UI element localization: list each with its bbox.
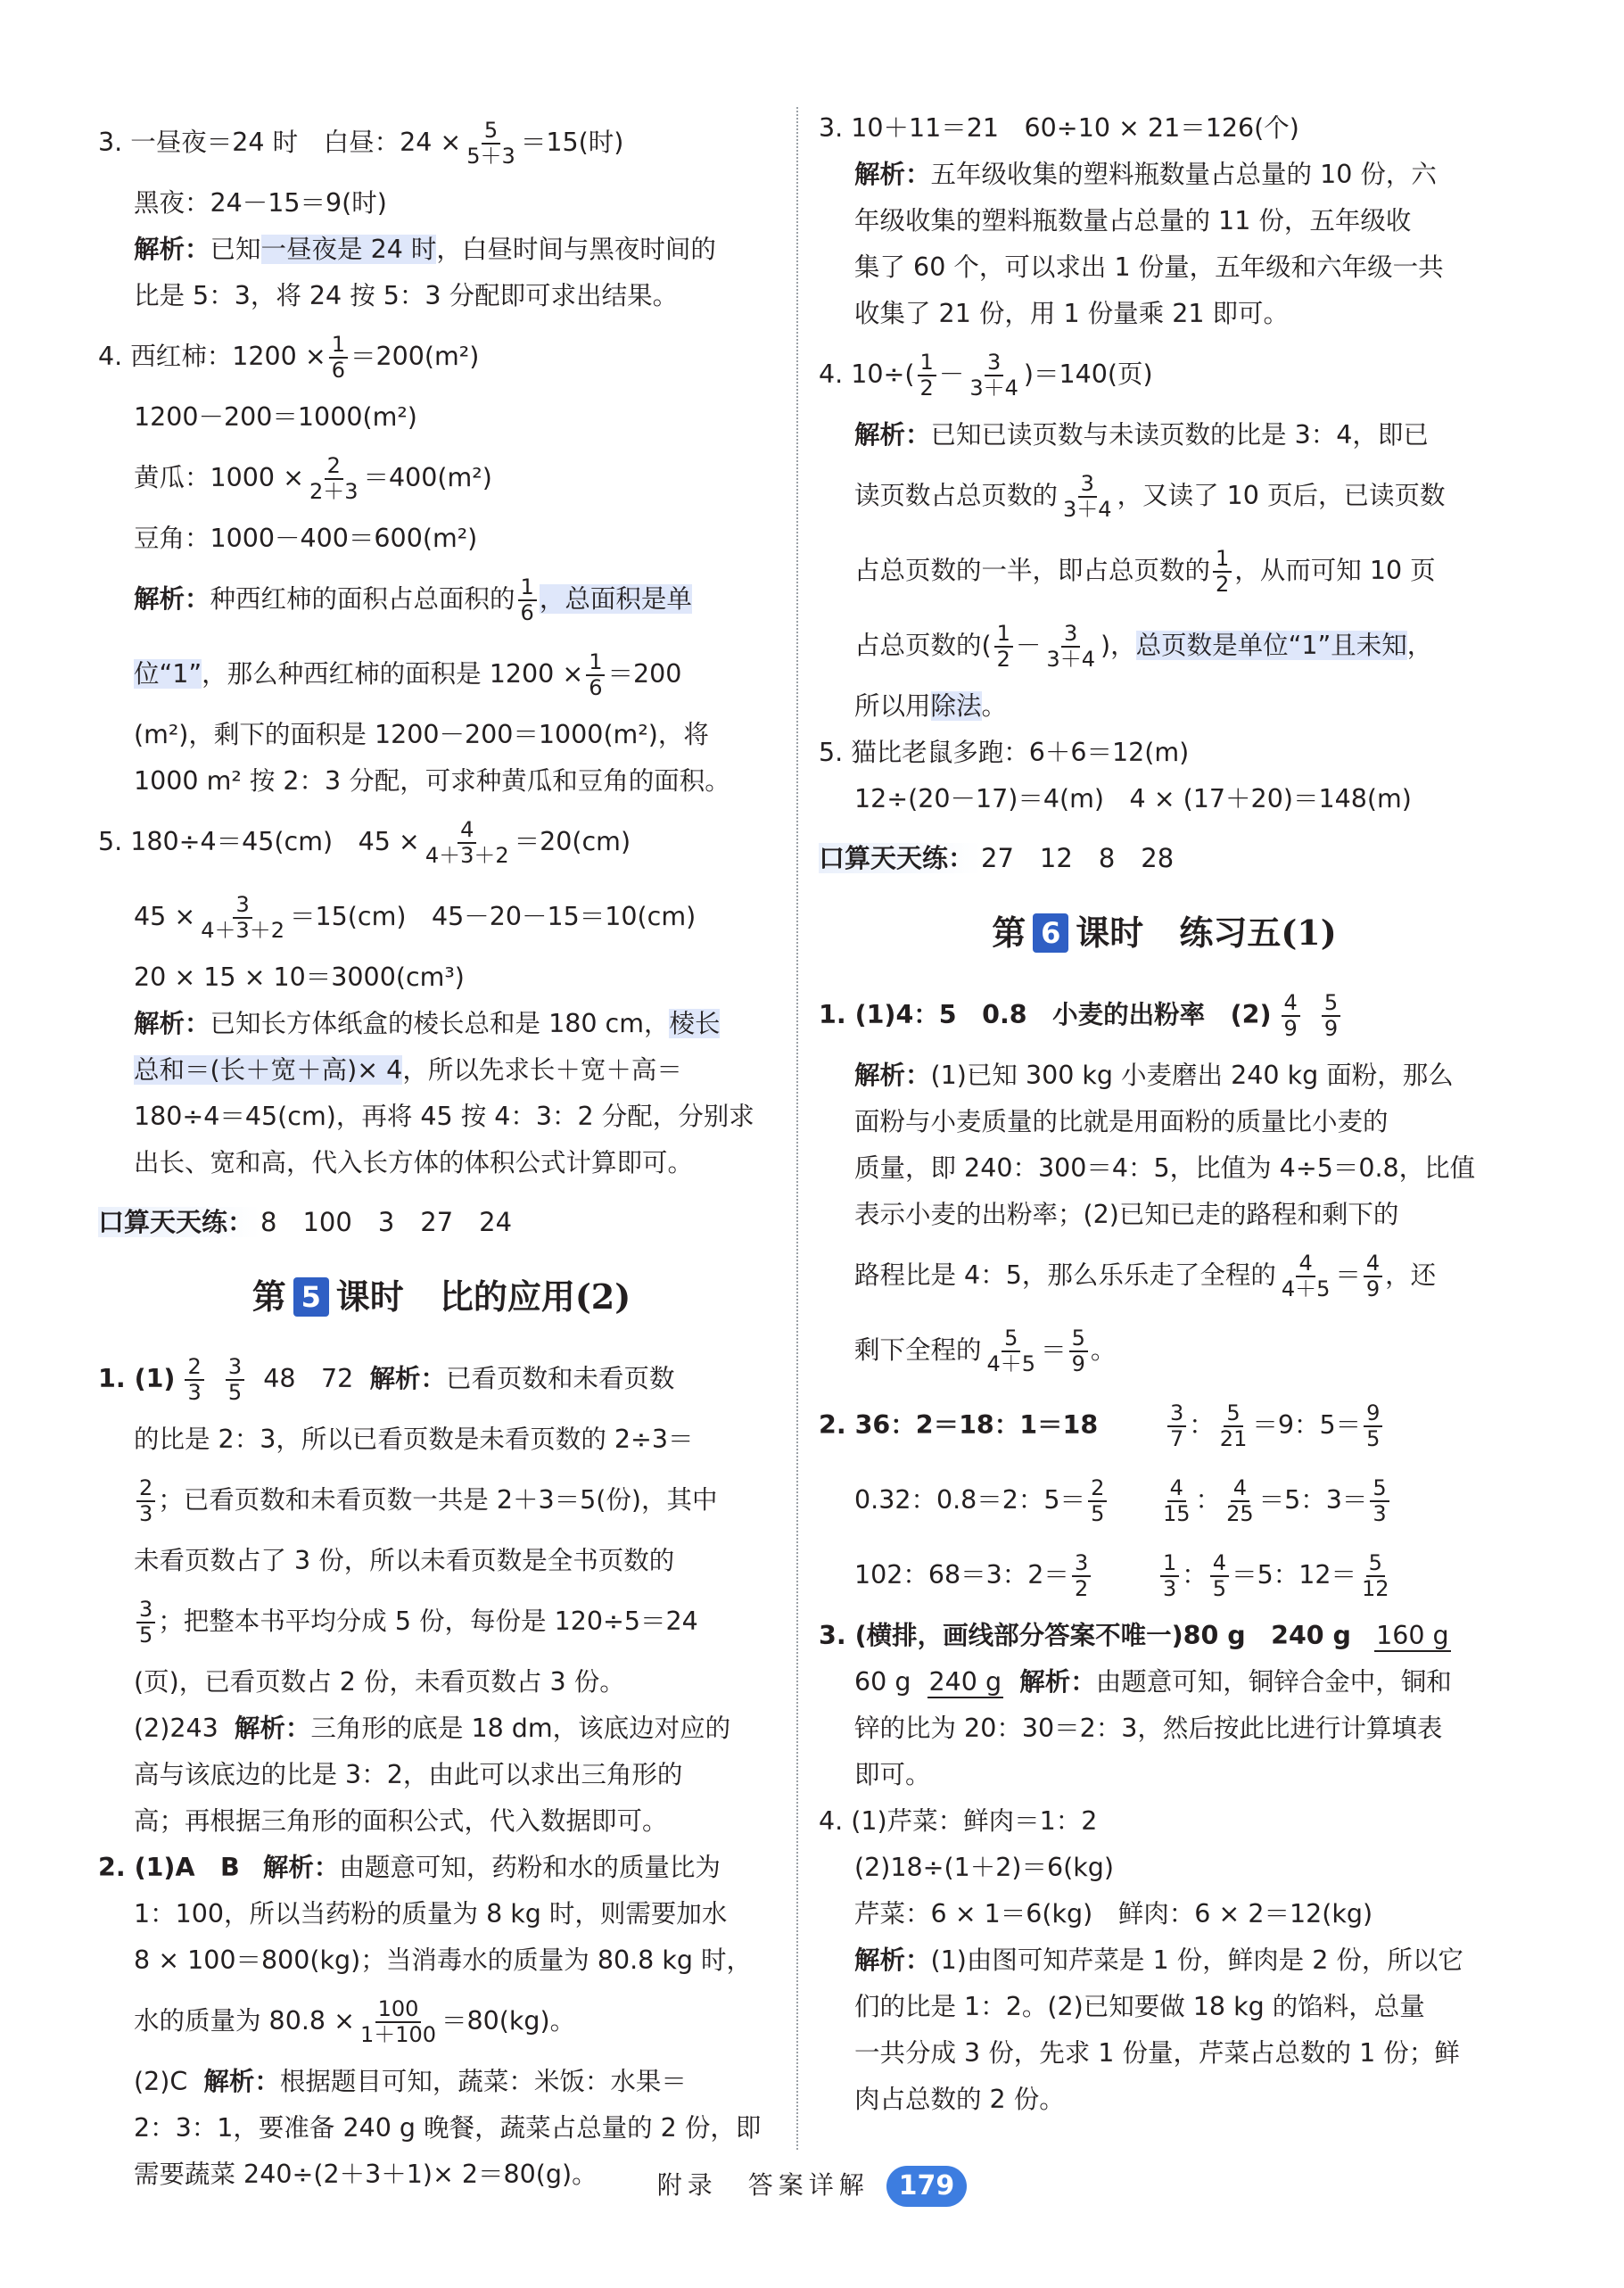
fraction: $\frac{9}{5}$ bbox=[1364, 1401, 1382, 1451]
fraction: $\frac{5}{9}$ bbox=[1069, 1326, 1088, 1376]
fraction: $\frac{5}{9}$ bbox=[1322, 991, 1340, 1041]
right-column bbox=[819, 105, 1510, 2123]
lesson6-q2: 2. 36：2＝18：1＝18 $\frac{3}{7}$ ： $\frac{5}{21}$ ＝9：5＝ $\frac{9}{5}$ 0.32：0.8＝2：5＝ $\frac{2}{5}$ $\frac{4}{15}$ ： $\frac{4}{25}$ ＝5：3＝ $\frac{5}{3}$ 102：68＝3：2＝ $\frac{3}{2}$ $\frac{1}{3}$ ： $\frac{4}{5}$ ＝5：12＝ $\frac{5}{12}$ bbox=[819, 1388, 1510, 1613]
fraction: $\frac{4}{9}$ bbox=[1282, 991, 1300, 1041]
answer-r-q3: 3. 10＋11＝21 60÷10 × 21＝126(个) 解析：五年级收集的塑料瓶数量占总量的 10 份，六 年级收集的塑料瓶数量占总量的 11 份，五年级收 集了 60 个，可以求出 1 份量，五年级和六年级一共 收集了 21 份，用 1 份量乘 21 即可。 bbox=[819, 113, 1444, 328]
fraction: $\frac{3}{5}$ bbox=[136, 1598, 155, 1648]
analysis-label: 解析： bbox=[134, 235, 210, 264]
answer-r-q4: 4. 10÷( $\frac{1}{2}$ － $\frac{3}{3+4}$ )＝140(页) 解析：已知已读页数与未读页数的比是 3：4，即已 读页数占总页数的 $\frac{3}{3+4}$ ，又读了 10 页后，已读页数 占总页数的一半，即占总页数的 $\frac{1}{2}$ ，从而可知 10 页 占总页数的( $\frac{1}{2}$ － $\frac{3}{3+4}$ )，总页数是单位“1”且未知， 所以用除法。 bbox=[819, 350, 1446, 721]
fraction: $\frac{100}{1+100}$ bbox=[359, 1996, 437, 2047]
fraction: $\frac{3}{3+4}$ bbox=[969, 350, 1018, 401]
fraction: $\frac{3}{7}$ bbox=[1167, 1401, 1186, 1451]
highlight: ，总面积是单 bbox=[539, 584, 692, 614]
fraction: $\frac{2}{5}$ bbox=[1088, 1476, 1107, 1526]
fraction: $\frac{1}{2}$ bbox=[1213, 547, 1232, 597]
page-footer bbox=[0, 2159, 1624, 2212]
highlight: 棱长 bbox=[669, 1009, 721, 1038]
lesson6-q3: 3. (横排，画线部分答案不唯一)80 g 240 g 160 g 60 g 240 g 解析：由题意可知，铜锌合金中，铜和 锌的比为 20：30＝2：3，然后按此比进行计算填表 即可。 bbox=[819, 1621, 1452, 1789]
mental-math-practice: 口算天天练： 27 12 8 28 bbox=[819, 843, 1175, 873]
highlight: 一昼夜是 24 时 bbox=[260, 235, 437, 264]
fraction: $\frac{2}{2+3}$ bbox=[309, 453, 359, 504]
lesson-number-badge: 5 bbox=[293, 1277, 329, 1317]
fraction: $\frac{5}{4+5}$ bbox=[986, 1326, 1036, 1376]
fraction: $\frac{2}{3}$ bbox=[185, 1355, 203, 1405]
highlight: 除法 bbox=[930, 691, 982, 721]
fraction: $\frac{5}{21}$ bbox=[1219, 1400, 1248, 1451]
fraction: $\frac{3}{3+4}$ bbox=[1046, 621, 1095, 672]
left-column bbox=[98, 105, 785, 2198]
fraction: $\frac{3}{4+3+2}$ bbox=[201, 892, 285, 943]
fraction: $\frac{4}{15}$ bbox=[1163, 1475, 1191, 1526]
mental-math-practice: 口算天天练： 8 100 3 27 24 bbox=[98, 1207, 513, 1237]
answer-r-q5: 5. 猫比老鼠多跑：6＋6＝12(m) 12÷(20－17)＝4(m) 4 × (17＋20)＝148(m) bbox=[819, 738, 1412, 814]
lesson5-q2: 2. (1)A B 解析：由题意可知，药粉和水的质量比为 1：100，所以当药粉的质量为 8 kg 时，则需要加水 8 × 100＝800(kg)；当消毒水的质量为 80.8 kg 时， 水的质量为 80.8 × $\frac{100}{1+100}$ ＝80(kg)。 (2)C 解析：根据题目可知，蔬菜：米饭：水果＝ 2：3：1，要准备 240 g 晚餐，蔬菜占总量的 2 份，即 需要蔬菜 240÷(2＋3＋1)× 2＝80(g)。 bbox=[98, 1853, 762, 2189]
fraction: $\frac{2}{3}$ bbox=[136, 1476, 155, 1526]
answer-q3: 3. 一昼夜＝24 时 白昼：24 × $\frac{5}{5+3}$ ＝15(时) 黑夜：24－15＝9(时) 解析：已知一昼夜是 24 时，白昼时间与黑夜时间的 比是 5：3，将 24 按 5：3 分配即可求出结果。 bbox=[98, 118, 716, 310]
fraction: $\frac{4}{25}$ bbox=[1226, 1475, 1254, 1526]
lesson-number-badge: 6 bbox=[1033, 913, 1068, 953]
fraction: $\frac{4}{4+5}$ bbox=[1281, 1251, 1331, 1301]
fraction: $\frac{3}{3+4}$ bbox=[1063, 471, 1112, 522]
lesson6-q4: 4. (1)芹菜：鲜肉＝1：2 (2)18÷(1＋2)＝6(kg) 芹菜：6 × 1＝6(kg) 鲜肉：6 × 2＝12(kg) 解析：(1)由图可知芹菜是 1 份，鲜肉是 2 份，所以它 们的比是 1：2。(2)已知要做 18 kg 的馅料，总量 一共分成 3 份，先求 1 份量，芹菜占总数的 1 份；鲜 肉占总数的 2 份。 bbox=[819, 1806, 1463, 2114]
section-title-lesson-6: 第 6 课时 练习五(1) bbox=[992, 913, 1337, 953]
highlight: 总和＝(长＋宽＋高)× 4 bbox=[134, 1055, 403, 1085]
fraction: $\frac{5}{3}$ bbox=[1370, 1476, 1389, 1526]
underlined-answer: 160 g bbox=[1376, 1621, 1449, 1650]
fraction: $\frac{4}{5}$ bbox=[1210, 1551, 1229, 1601]
answer-q4: 4. 西红柿：1200 × $\frac{1}{6}$ ＝200(m²) 1200－200＝1000(m²) 黄瓜：1000 × $\frac{2}{2+3}$ ＝400(m²) 豆角：1000－400＝600(m²) 解析：种西红柿的面积占总面积的 $\frac{1}{6}$ ，总面积是单 位“1”，那么种西红柿的面积是 1200 × $\frac{1}{6}$ ＝200 (m²)，剩下的面积是 1200－200＝1000(m²)，将 1000 m² 按 2：3 分配，可求种黄瓜和豆角的面积。 bbox=[98, 332, 730, 796]
lesson6-q1: 1. (1)4：5 0.8 小麦的出粉率 (2) $\frac{4}{9}$ $\frac{5}{9}$ 解析：(1)已知 300 kg 小麦磨出 240 kg 面粉，那么 面粉与小麦质量的比就是用面粉的质量比小麦的 质量，即 240：300＝4：5，比值为 4÷5＝0.8，比值 表示小麦的出粉率；(2)已知已走的路程和剩下的 路程比是 4：5，那么乐乐走了全程的 $\frac{4}{4+5}$ ＝ $\frac{4}{9}$ ，还 剩下全程的 $\frac{5}{4+5}$ ＝ $\frac{5}{9}$ 。 bbox=[819, 990, 1476, 1376]
fraction: $\frac{1}{6}$ bbox=[329, 333, 348, 383]
underlined-answer: 240 g bbox=[928, 1667, 1002, 1697]
fraction: $\frac{4}{9}$ bbox=[1364, 1251, 1382, 1301]
column-divider bbox=[796, 107, 798, 2150]
highlight: 位“1” bbox=[134, 659, 202, 689]
footer-title: 附录 答案详解 bbox=[656, 2170, 870, 2200]
fraction: $\frac{3}{5}$ bbox=[226, 1355, 244, 1405]
fraction: $\frac{1}{3}$ bbox=[1160, 1551, 1179, 1601]
fraction: $\frac{5}{12}$ bbox=[1361, 1550, 1389, 1601]
fraction: $\frac{1}{2}$ bbox=[994, 622, 1013, 672]
fraction: $\frac{3}{2}$ bbox=[1072, 1551, 1091, 1601]
fraction: $\frac{1}{6}$ bbox=[518, 575, 537, 625]
analysis-label: 解析： bbox=[134, 1009, 210, 1038]
page-number: 179 bbox=[886, 2166, 968, 2207]
lesson5-q1: 1. (1) $\frac{2}{3}$ $\frac{3}{5}$ 48 72 解析：已看页数和未看页数 的比是 2：3，所以已看页数是未看页数的 2÷3＝ $\frac{2}{3}$ ；已看页数和未看页数一共是 2＋3＝5(份)，其中 未看页数占了 3 份，所以未看页数是全书页数的 $\frac{3}{5}$ ；把整本书平均分成 5 份，每份是 120÷5＝24 (页)，已看页数占 2 份，未看页数占 3 份。 (2)243 解析：三角形的底是 18 dm，该底边对应的 高与该底边的比是 3：2，由此可以求出三角形的 高；再根据三角形的面积公式，代入数据即可。 bbox=[98, 1354, 731, 1836]
section-title-lesson-5: 第 5 课时 比的应用(2) bbox=[251, 1276, 631, 1317]
fraction: $\frac{4}{4+3+2}$ bbox=[425, 817, 509, 868]
analysis-label: 解析： bbox=[134, 584, 210, 614]
answer-q5: 5. 180÷4＝45(cm) 45 × $\frac{4}{4+3+2}$ ＝20(cm) 45 × $\frac{3}{4+3+2}$ ＝15(cm) 45－20－15＝10(cm) 20 × 15 × 10＝3000(cm³) 解析：已知长方体纸盒的棱长总和是 180 cm，棱长 总和＝(长＋宽＋高)× 4，所以先求长＋宽＋高＝ 180÷4＝45(cm)，再将 45 按 4：3：2 分配，分别求 出长、宽和高，代入长方体的体积公式计算即可。 bbox=[98, 817, 754, 1177]
fraction: $\frac{1}{2}$ bbox=[918, 351, 936, 401]
highlight: 总页数是单位“1”且未知 bbox=[1135, 631, 1407, 660]
fraction: $\frac{5}{5+3}$ bbox=[466, 118, 515, 169]
fraction: $\frac{1}{6}$ bbox=[586, 650, 605, 700]
